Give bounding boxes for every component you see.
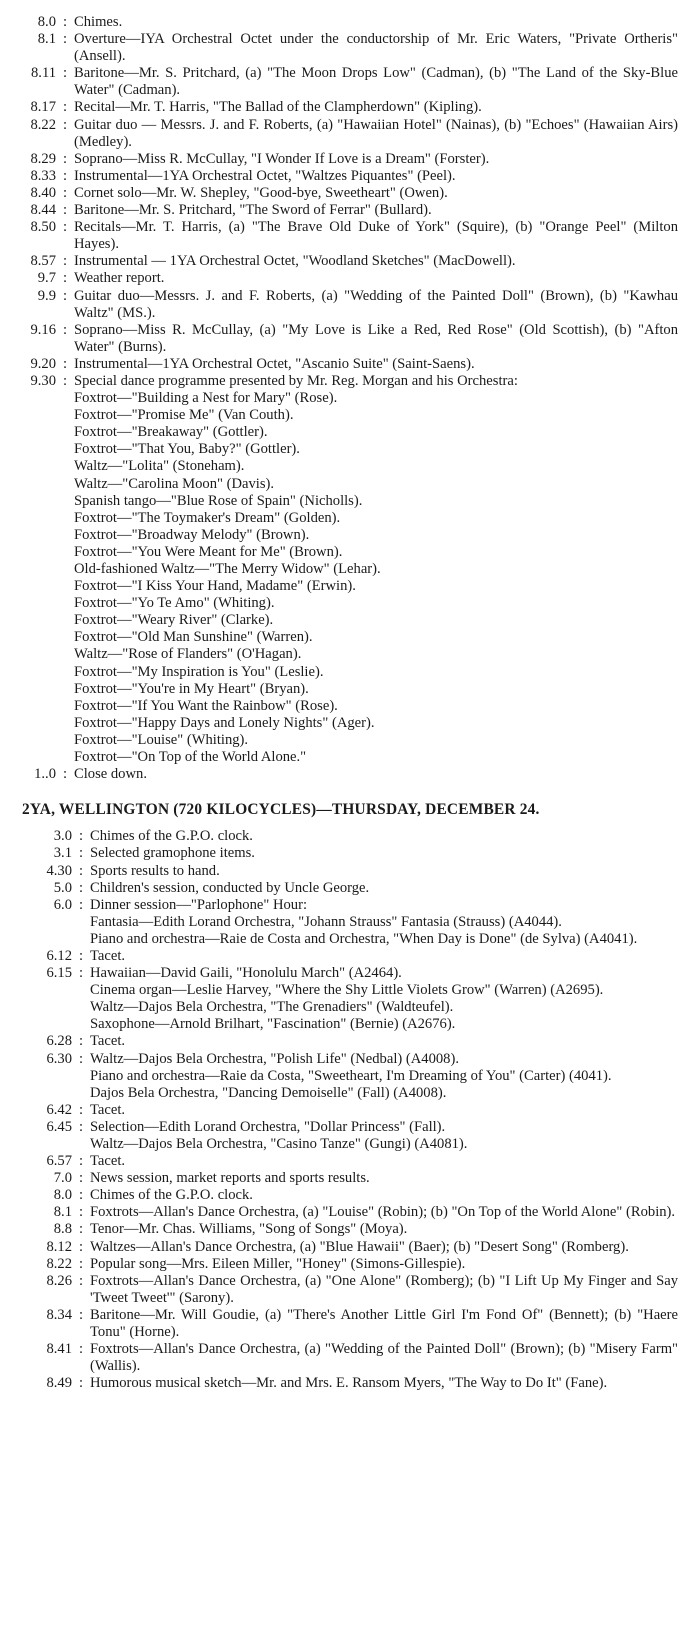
programme-entry: 6.28 : Tacet.	[22, 1033, 678, 1050]
entry-text: Weather report.	[74, 270, 165, 287]
entry-time: 6.0	[53, 896, 72, 913]
entry-time: 7.0	[53, 1170, 72, 1187]
programme-entry: 6.57 : Tacet.	[22, 1153, 678, 1170]
entry-time: 6.57	[46, 1153, 72, 1170]
programme-entry: 8.17 : Recital—Mr. T. Harris, "The Ballad of the Clampherdown" (Kipling).	[22, 99, 678, 116]
dance-item: Waltz—"Carolina Moon" (Davis).	[74, 475, 275, 492]
entry-text: Soprano—Miss R. McCullay, (a) "My Love is Like a Red, Red Rose" (Old Scottish), (b) "Afton Water" (Burns).	[74, 321, 678, 355]
entry-text: Overture—IYA Orchestral Octet under the conductorship of Mr. Eric Waters, "Private Ortheris" (Ansell).	[74, 31, 678, 65]
programme-entry: 8.12 : Waltzes—Allan's Dance Orchestra, (a) "Blue Hawaii" (Baer); (b) "Desert Song" (Romberg).	[22, 1239, 678, 1256]
sub-item: Saxophone—Arnold Brilhart, "Fascination" (Bernie) (A2676).	[90, 1016, 456, 1033]
programme-entry: 3.0 : Chimes of the G.P.O. clock.	[22, 828, 678, 845]
dance-list	[22, 390, 678, 766]
entry-text: Instrumental—1YA Orchestral Octet, "Waltzes Piquantes" (Peel).	[74, 167, 456, 184]
entry-text: Humorous musical sketch—Mr. and Mrs. E. Ransom Myers, "The Way to Do It" (Fane).	[90, 1375, 608, 1392]
programme-entry: 6.15 : Hawaiian—David Gaili, "Honolulu March" (A2464).	[22, 965, 678, 982]
dance-item: Foxtrot—"Promise Me" (Van Couth).	[74, 407, 294, 424]
entry-time: 8.1	[53, 1204, 72, 1221]
entry-time: 6.28	[46, 1033, 72, 1050]
entry-time: 8.1	[37, 31, 56, 48]
entry-time: 8.57	[30, 253, 56, 270]
dance-item: Foxtrot—"On Top of the World Alone."	[74, 749, 307, 766]
entry-text: Waltz—Dajos Bela Orchestra, "Polish Life" (Nedbal) (A4008).	[90, 1050, 459, 1067]
entry-text: Tenor—Mr. Chas. Williams, "Song of Songs" (Moya).	[90, 1221, 408, 1238]
dance-item: Waltz—"Lolita" (Stoneham).	[74, 458, 245, 475]
entry-time: 6.30	[46, 1050, 72, 1067]
entry-text: Chimes.	[74, 14, 123, 30]
programme-entry: 5.0 : Children's session, conducted by Uncle George.	[22, 880, 678, 897]
dance-item: Foxtrot—"Old Man Sunshine" (Warren).	[74, 629, 313, 646]
programme-entry: 8.22 : Guitar duo — Messrs. J. and F. Roberts, (a) "Hawaiian Hotel" (Nainas), (b) "Echoes" (Hawaiian Airs) (Medley).	[22, 117, 678, 151]
entry-time: 8.22	[30, 116, 56, 133]
sub-item: Waltz—Dajos Bela Orchestra, "The Grenadiers" (Waldteufel).	[90, 999, 454, 1016]
entry-text: Tacet.	[90, 1153, 126, 1170]
dance-item: Foxtrot—"Broadway Melody" (Brown).	[74, 526, 310, 543]
entry-text: Tacet.	[90, 1033, 126, 1050]
programme-entry: 8.57 : Instrumental — 1YA Orchestral Octet, "Woodland Sketches" (MacDowell).	[22, 253, 678, 270]
programme-entry: 8.8 : Tenor—Mr. Chas. Williams, "Song of Songs" (Moya).	[22, 1221, 678, 1238]
entry-time: 5.0	[53, 879, 72, 896]
programme-entry: 6.42 : Tacet.	[22, 1102, 678, 1119]
dance-item: Foxtrot—"You Were Meant for Me" (Brown).	[74, 543, 343, 560]
programme-entry: 9.7 : Weather report.	[22, 270, 678, 287]
entry-text: Guitar duo — Messrs. J. and F. Roberts, (a) "Hawaiian Hotel" (Nainas), (b) "Echoes" (Hawaiian Airs) (Medley).	[74, 116, 678, 150]
entry-time: 9.16	[30, 321, 56, 338]
dance-item: Foxtrot—"Building a Nest for Mary" (Rose).	[74, 390, 338, 407]
programme-entry: 8.29 : Soprano—Miss R. McCullay, "I Wonder If Love is a Dream" (Forster).	[22, 151, 678, 168]
programme-entry: 8.41 : Foxtrots—Allan's Dance Orchestra, (a) "Wedding of the Painted Doll" (Brown); (b) "Misery Farm" (Wallis).	[22, 1341, 678, 1375]
dance-item: Foxtrot—"You're in My Heart" (Bryan).	[74, 680, 309, 697]
dance-item: Foxtrot—"Yo Te Amo" (Whiting).	[74, 595, 275, 612]
entry-text: Instrumental—1YA Orchestral Octet, "Ascanio Suite" (Saint-Saens).	[74, 355, 475, 372]
dance-item: Foxtrot—"That You, Baby?" (Gottler).	[74, 441, 300, 458]
entry-text: Selected gramophone items.	[90, 845, 255, 862]
dance-item: Foxtrot—"Weary River" (Clarke).	[74, 612, 274, 629]
entry-text: Foxtrots—Allan's Dance Orchestra, (a) "Louise" (Robin); (b) "On Top of the World Alone" (Robin).	[90, 1204, 676, 1221]
dance-item: Foxtrot—"Happy Days and Lonely Nights" (Ager).	[74, 714, 375, 731]
entry-text: Close down.	[74, 766, 147, 783]
entry-time: 6.12	[46, 947, 72, 964]
programme-entry: 8.50 : Recitals—Mr. T. Harris, (a) "The Brave Old Duke of York" (Squire), (b) "Orange Peel" (Milton Hayes).	[22, 219, 678, 253]
entry-text: Children's session, conducted by Uncle George.	[90, 879, 370, 896]
entry-text: Popular song—Mrs. Eileen Miller, "Honey" (Simons-Gillespie).	[90, 1255, 466, 1272]
sub-item: Fantasia—Edith Lorand Orchestra, "Johann Strauss" Fantasia (Strauss) (A4044).	[90, 913, 562, 930]
entry-text: Hawaiian—David Gaili, "Honolulu March" (A2464).	[90, 965, 402, 982]
programme-entry: 4.30 : Sports results to hand.	[22, 863, 678, 880]
entry-text: Cornet solo—Mr. W. Shepley, "Good-bye, Sweetheart" (Owen).	[74, 184, 448, 201]
entry-time: 9.9	[37, 287, 56, 304]
programme-entry: 8.40 : Cornet solo—Mr. W. Shepley, "Good-bye, Sweetheart" (Owen).	[22, 185, 678, 202]
entry-time: 1..0	[34, 766, 56, 783]
entry-text: Chimes of the G.P.O. clock.	[90, 828, 253, 845]
programme-entry: 6.0 : Dinner session—"Parlophone" Hour:	[22, 897, 678, 914]
entry-time: 8.0	[53, 1187, 72, 1204]
entry-text: Baritone—Mr. Will Goudie, (a) "There's Another Little Girl I'm Fond Of" (Bennett); (b) "Haere Tonu" (Horne).	[90, 1306, 678, 1341]
dance-item: Foxtrot—"My Inspiration is You" (Leslie).	[74, 663, 324, 680]
entry-time: 8.11	[31, 65, 56, 82]
entry-text: Foxtrots—Allan's Dance Orchestra, (a) "One Alone" (Romberg); (b) "I Lift Up My Finger and Say 'Tweet Tweet'" (Sarony).	[90, 1272, 678, 1306]
entry-text: Waltzes—Allan's Dance Orchestra, (a) "Blue Hawaii" (Baer); (b) "Desert Song" (Romberg).	[90, 1238, 629, 1255]
sub-item: Cinema organ—Leslie Harvey, "Where the Shy Little Violets Grow" (Warren) (A2695).	[90, 982, 604, 999]
programme-entry: 8.1 : Foxtrots—Allan's Dance Orchestra, (a) "Louise" (Robin); (b) "On Top of the World Alone" (Robin).	[22, 1204, 678, 1221]
dance-item: Foxtrot—"Louise" (Whiting).	[74, 731, 249, 748]
entry-time: 9.7	[37, 270, 56, 287]
entry-time: 8.34	[46, 1306, 72, 1323]
entry-time: 8.40	[30, 184, 56, 201]
programme-entry: 8.0 : Chimes of the G.P.O. clock.	[22, 1187, 678, 1204]
entry-text: Soprano—Miss R. McCullay, "I Wonder If Love is a Dream" (Forster).	[74, 150, 490, 167]
entry-time: 8.33	[30, 167, 56, 184]
entry-text: Tacet.	[90, 1101, 126, 1118]
entry-time: 8.29	[30, 150, 56, 167]
programme-entry: 7.0 : News session, market reports and sports results.	[22, 1170, 678, 1187]
programme-entry: 8.44 : Baritone—Mr. S. Pritchard, "The Sword of Ferrar" (Bullard).	[22, 202, 678, 219]
programme-entry: 8.33 : Instrumental—1YA Orchestral Octet, "Waltzes Piquantes" (Peel).	[22, 168, 678, 185]
dance-item: Foxtrot—"If You Want the Rainbow" (Rose).	[74, 697, 338, 714]
programme-entry: 8.34 : Baritone—Mr. Will Goudie, (a) "There's Another Little Girl I'm Fond Of" (Bennett); (b) "Haere Tonu" (Horne).	[22, 1307, 678, 1341]
entry-time: 6.15	[46, 965, 72, 982]
entry-text: Baritone—Mr. S. Pritchard, (a) "The Moon Drops Low" (Cadman), (b) "The Land of the Sky-Blue Water" (Cadman).	[74, 65, 678, 99]
entry-text: Instrumental — 1YA Orchestral Octet, "Woodland Sketches" (MacDowell).	[74, 253, 516, 270]
sub-item: Piano and orchestra—Raie de Costa and Orchestra, "When Day is Done" (de Sylva) (A4041).	[90, 930, 638, 947]
entry-time: 8.17	[30, 99, 56, 116]
sub-item: Waltz—Dajos Bela Orchestra, "Casino Tanze" (Gungi) (A4081).	[90, 1136, 468, 1152]
entry-time: 8.8	[53, 1221, 72, 1238]
programme-entry: 9.20 : Instrumental—1YA Orchestral Octet, "Ascanio Suite" (Saint-Saens).	[22, 356, 678, 373]
entry-time: 3.0	[53, 828, 72, 845]
dance-item: Foxtrot—"I Kiss Your Hand, Madame" (Erwin).	[74, 578, 356, 595]
entry-time: 4.30	[46, 862, 72, 879]
programme-entry: 6.12 : Tacet.	[22, 948, 678, 965]
entry-time: 8.0	[37, 14, 56, 30]
entry-text: Recital—Mr. T. Harris, "The Ballad of the Clampherdown" (Kipling).	[74, 99, 482, 116]
programme-entry: 9.16 : Soprano—Miss R. McCullay, (a) "My Love is Like a Red, Red Rose" (Old Scottish), (b) "Afton Water" (Burns).	[22, 322, 678, 356]
entry-text: Baritone—Mr. S. Pritchard, "The Sword of Ferrar" (Bullard).	[74, 202, 432, 219]
entry-time: 8.22	[46, 1255, 72, 1272]
entry-time: 8.26	[46, 1272, 72, 1289]
programme-entry: 8.0 : Chimes.	[22, 14, 678, 31]
dance-item: Spanish tango—"Blue Rose of Spain" (Nicholls).	[74, 492, 363, 509]
dance-item: Old-fashioned Waltz—"The Merry Widow" (Lehar).	[74, 561, 381, 577]
entry-text: Foxtrots—Allan's Dance Orchestra, (a) "Wedding of the Painted Doll" (Brown); (b) "Misery Farm" (Wallis).	[90, 1341, 678, 1375]
sub-item: Dajos Bela Orchestra, "Dancing Demoiselle" (Fall) (A4008).	[90, 1084, 447, 1101]
entry-text: Chimes of the G.P.O. clock.	[90, 1187, 253, 1204]
programme-entry: 8.49 : Humorous musical sketch—Mr. and Mrs. E. Ransom Myers, "The Way to Do It" (Fane).	[22, 1375, 678, 1392]
programme-entry: 9.9 : Guitar duo—Messrs. J. and F. Roberts, (a) "Wedding of the Painted Doll" (Brown), (b) "Kawhau Waltz" (MS.).	[22, 288, 678, 322]
entry-time: 6.45	[46, 1118, 72, 1135]
programme-entry: 1..0 : Close down.	[22, 766, 678, 783]
entry-time: 8.41	[46, 1341, 72, 1358]
sub-item: Piano and orchestra—Raie da Costa, "Sweetheart, I'm Dreaming of You" (Carter) (4041).	[90, 1067, 612, 1084]
entry-time: 6.42	[46, 1101, 72, 1118]
programme-section-2ya	[22, 828, 678, 1392]
programme-entry: 8.22 : Popular song—Mrs. Eileen Miller, "Honey" (Simons-Gillespie).	[22, 1256, 678, 1273]
programme-entry: 8.26 : Foxtrots—Allan's Dance Orchestra, (a) "One Alone" (Romberg); (b) "I Lift Up My Finger and Say 'Tweet Tweet'" (Sarony).	[22, 1273, 678, 1307]
entry-text: Special dance programme presented by Mr. Reg. Morgan and his Orchestra:	[74, 372, 518, 389]
entry-time: 9.20	[30, 355, 56, 372]
entry-time: 8.50	[30, 219, 56, 236]
dance-item: Foxtrot—"The Toymaker's Dream" (Golden).	[74, 509, 341, 526]
entry-text: Selection—Edith Lorand Orchestra, "Dollar Princess" (Fall).	[90, 1118, 446, 1135]
entry-time: 8.44	[30, 202, 56, 219]
programme-entry: 3.1 : Selected gramophone items.	[22, 845, 678, 862]
entry-time: 3.1	[53, 845, 72, 862]
entry-text: Sports results to hand.	[90, 862, 220, 879]
entry-text: Tacet.	[90, 947, 126, 964]
entry-time: 8.12	[46, 1238, 72, 1255]
programme-entry: 8.1 : Overture—IYA Orchestral Octet under the conductorship of Mr. Eric Waters, "Private Ortheris" (Ansell).	[22, 31, 678, 65]
programme-entry: 6.45 : Selection—Edith Lorand Orchestra, "Dollar Princess" (Fall).	[22, 1119, 678, 1136]
programme-entry: 9.30 : Special dance programme presented by Mr. Reg. Morgan and his Orchestra:	[22, 373, 678, 390]
programme-section-1yа	[22, 14, 678, 783]
entry-time: 9.30	[30, 372, 56, 389]
entry-text: Guitar duo—Messrs. J. and F. Roberts, (a) "Wedding of the Painted Doll" (Brown), (b) "Kawhau Waltz" (MS.).	[74, 287, 678, 321]
dance-item: Waltz—"Rose of Flanders" (O'Hagan).	[74, 646, 302, 663]
programme-entry: 8.11 : Baritone—Mr. S. Pritchard, (a) "The Moon Drops Low" (Cadman), (b) "The Land of the Sky-Blue Water" (Cadman).	[22, 65, 678, 99]
entry-text: Recitals—Mr. T. Harris, (a) "The Brave Old Duke of York" (Squire), (b) "Orange Peel" (Milton Hayes).	[74, 219, 678, 253]
entry-text: Dinner session—"Parlophone" Hour:	[90, 896, 308, 913]
entry-time: 8.49	[46, 1375, 72, 1392]
dance-item: Foxtrot—"Breakaway" (Gottler).	[74, 424, 268, 441]
entry-text: News session, market reports and sports results.	[90, 1170, 370, 1187]
station-heading: 2YA, WELLINGTON (720 KILOCYCLES)—THURSDAY, DECEMBER 24.	[22, 801, 540, 819]
programme-entry: 6.30 : Waltz—Dajos Bela Orchestra, "Polish Life" (Nedbal) (A4008).	[22, 1051, 678, 1068]
